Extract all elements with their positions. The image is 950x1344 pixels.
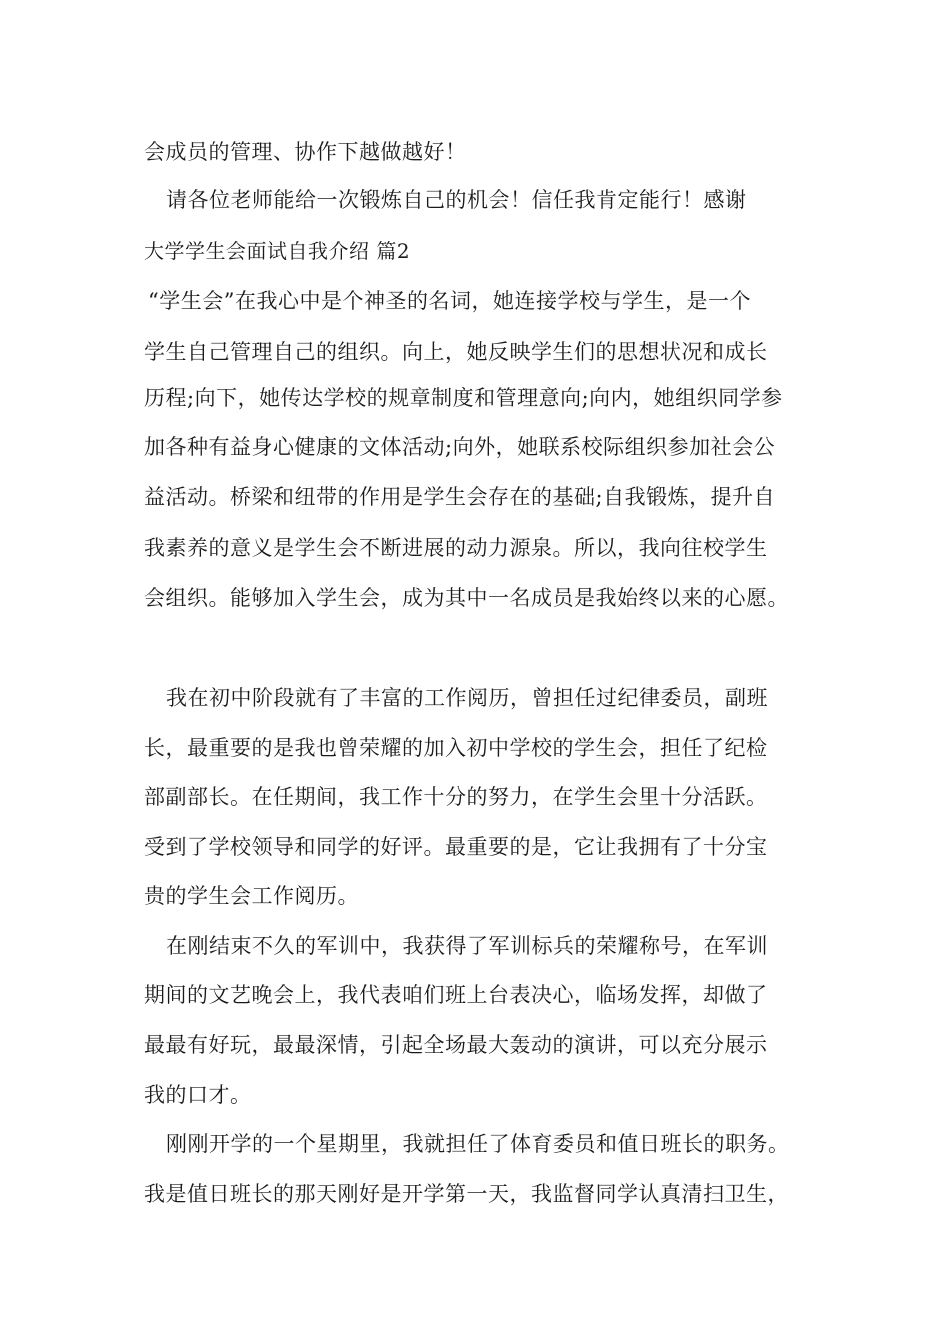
paragraph-line: 学生自己管理自己的组织。向上，她反映学生们的思想状况和成长	[144, 340, 768, 364]
paragraph-line: 我素养的意义是学生会不断进展的动力源泉。所以，我向往校学生	[144, 536, 768, 560]
paragraph-line: 益活动。桥梁和纽带的作用是学生会存在的基础;自我锻炼，提升自	[144, 485, 776, 509]
paragraph-line: 在刚结束不久的军训中，我获得了军训标兵的荣耀称号，在军训	[166, 934, 768, 958]
paragraph-line: 贵的学生会工作阅历。	[144, 884, 359, 908]
paragraph-line: 受到了学校领导和同学的好评。最重要的是，它让我拥有了十分宝	[144, 835, 768, 859]
paragraph-line: 历程;向下，她传达学校的规章制度和管理意向;向内，她组织同学参	[144, 386, 783, 410]
paragraph-line: 会成员的管理、协作下越做越好！	[144, 140, 467, 164]
paragraph-line: 我的口才。	[144, 1083, 252, 1107]
paragraph-line: 部副部长。在任期间，我工作十分的努力，在学生会里十分活跃。	[144, 785, 768, 809]
paragraph-line: 加各种有益身心健康的文体活动;向外，她联系校际组织参加社会公	[144, 435, 776, 459]
paragraph-line: 最最有好玩，最最深情，引起全场最大轰动的演讲，可以充分展示	[144, 1033, 768, 1057]
paragraph-line: “学生会”在我心中是个神圣的名词，她连接学校与学生，是一个	[148, 289, 751, 313]
paragraph-line: 我在初中阶段就有了丰富的工作阅历，曾担任过纪律委员，副班	[166, 686, 768, 710]
paragraph-line: 长，最重要的是我也曾荣耀的加入初中学校的学生会，担任了纪检	[144, 736, 768, 760]
paragraph-line: 我是值日班长的那天刚好是开学第一天，我监督同学认真清扫卫生，	[144, 1182, 789, 1206]
paragraph-line: 请各位老师能给一次锻炼自己的机会！信任我肯定能行！感谢	[166, 188, 747, 212]
paragraph-line: 会组织。能够加入学生会，成为其中一名成员是我始终以来的心愿。	[144, 586, 789, 610]
section-heading: 大学学生会面试自我介绍 篇2	[144, 239, 411, 263]
paragraph-line: 刚刚开学的一个星期里，我就担任了体育委员和值日班长的职务。	[166, 1132, 790, 1156]
paragraph-line: 期间的文艺晚会上，我代表咱们班上台表决心，临场发挥，却做了	[144, 983, 768, 1007]
